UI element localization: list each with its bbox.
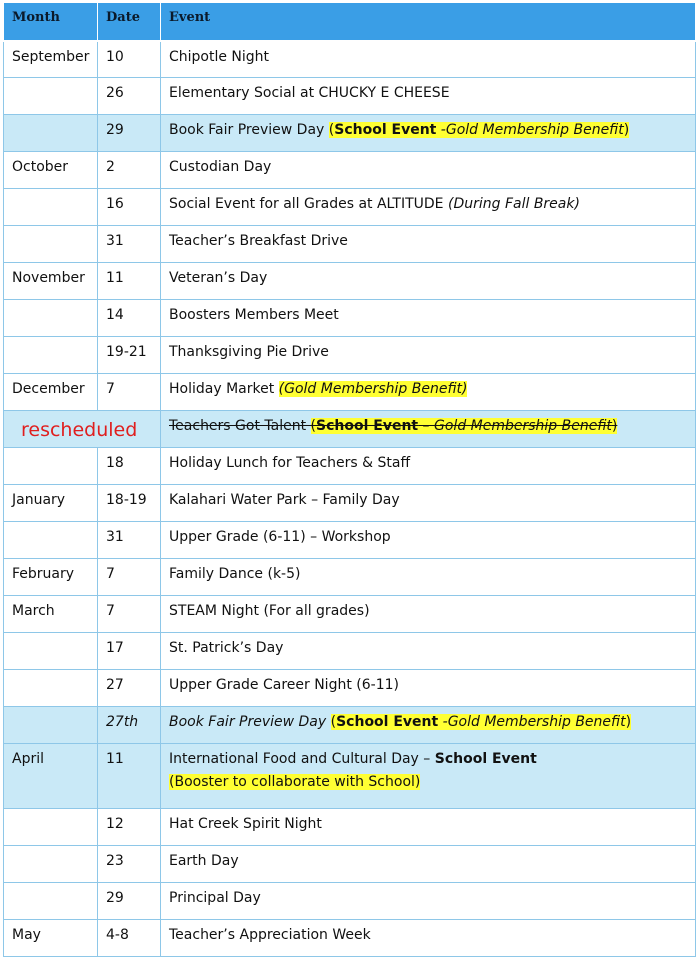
month-cell xyxy=(4,78,98,115)
table-row xyxy=(4,559,696,596)
date-cell: 12 xyxy=(98,809,161,846)
month-cell xyxy=(4,189,98,226)
date-cell: 16 xyxy=(98,189,161,226)
event-cell: St. Patrick’s Day xyxy=(161,633,696,670)
event-cell xyxy=(161,744,696,809)
event-text: Teachers Got Talent xyxy=(169,418,311,434)
table-row xyxy=(4,115,696,152)
month-cell: January xyxy=(4,485,98,522)
table-row xyxy=(4,41,696,78)
date-column-header: Date xyxy=(98,3,161,41)
event-cell xyxy=(161,411,696,448)
month-cell: May xyxy=(4,920,98,957)
date-cell: 18-19 xyxy=(98,485,161,522)
event-text: Book Fair Preview Day xyxy=(169,122,329,138)
month-cell: March xyxy=(4,596,98,633)
date-cell: 27 xyxy=(98,670,161,707)
event-cell: Kalahari Water Park – Family Day xyxy=(161,485,696,522)
date-cell: 19-21 xyxy=(98,337,161,374)
event-cell: Chipotle Night xyxy=(161,41,696,78)
event-cell xyxy=(161,189,696,226)
event-column-header: Event xyxy=(161,3,696,41)
table-row xyxy=(4,152,696,189)
event-cell: Holiday Lunch for Teachers & Staff xyxy=(161,448,696,485)
date-cell: 26 xyxy=(98,78,161,115)
table-row xyxy=(4,809,696,846)
table-row xyxy=(4,633,696,670)
event-cell: Elementary Social at CHUCKY E CHEESE xyxy=(161,78,696,115)
month-cell xyxy=(4,846,98,883)
event-text: Holiday Market xyxy=(169,381,279,397)
date-cell: 31 xyxy=(98,522,161,559)
date-cell: 2 xyxy=(98,152,161,189)
rescheduled-cell xyxy=(4,411,161,448)
highlighted-note: (School Event – Gold Membership Benefit) xyxy=(310,418,618,434)
month-cell: September xyxy=(4,41,98,78)
event-cell: Custodian Day xyxy=(161,152,696,189)
month-cell xyxy=(4,522,98,559)
date-cell: 11 xyxy=(98,263,161,300)
highlighted-note: (Gold Membership Benefit) xyxy=(278,381,468,397)
event-cell: Earth Day xyxy=(161,846,696,883)
date-cell: 10 xyxy=(98,41,161,78)
events-calendar-table xyxy=(3,2,696,957)
month-cell xyxy=(4,883,98,920)
date-cell: 27th xyxy=(98,707,161,744)
event-cell: Upper Grade (6-11) – Workshop xyxy=(161,522,696,559)
date-cell: 31 xyxy=(98,226,161,263)
table-row xyxy=(4,411,696,448)
month-cell: April xyxy=(4,744,98,809)
event-cell: Thanksgiving Pie Drive xyxy=(161,337,696,374)
date-cell: 23 xyxy=(98,846,161,883)
table-row xyxy=(4,670,696,707)
event-cell: Teacher’s Appreciation Week xyxy=(161,920,696,957)
table-row xyxy=(4,846,696,883)
month-cell: December xyxy=(4,374,98,411)
event-cell: Upper Grade Career Night (6-11) xyxy=(161,670,696,707)
header-row xyxy=(4,3,696,41)
event-cell: STEAM Night (For all grades) xyxy=(161,596,696,633)
month-cell xyxy=(4,226,98,263)
event-cell: Teacher’s Breakfast Drive xyxy=(161,226,696,263)
date-cell: 17 xyxy=(98,633,161,670)
table-row xyxy=(4,522,696,559)
event-text: Social Event for all Grades at ALTITUDE xyxy=(169,196,448,212)
month-cell xyxy=(4,670,98,707)
event-text: International Food and Cultural Day – xyxy=(169,751,435,767)
month-cell xyxy=(4,115,98,152)
table-row xyxy=(4,300,696,337)
table-row xyxy=(4,448,696,485)
date-cell: 18 xyxy=(98,448,161,485)
month-cell xyxy=(4,337,98,374)
date-cell: 7 xyxy=(98,374,161,411)
event-cell: Hat Creek Spirit Night xyxy=(161,809,696,846)
month-cell: November xyxy=(4,263,98,300)
event-text: Book Fair Preview Day xyxy=(169,714,331,730)
event-cell: Boosters Members Meet xyxy=(161,300,696,337)
table-row xyxy=(4,707,696,744)
event-tag: School Event xyxy=(434,751,537,767)
table-row xyxy=(4,883,696,920)
table-row xyxy=(4,78,696,115)
event-cell: Principal Day xyxy=(161,883,696,920)
month-cell: October xyxy=(4,152,98,189)
event-cell xyxy=(161,707,696,744)
table-row xyxy=(4,337,696,374)
table-row xyxy=(4,189,696,226)
month-cell xyxy=(4,707,98,744)
date-cell: 29 xyxy=(98,115,161,152)
month-cell xyxy=(4,633,98,670)
date-cell: 7 xyxy=(98,559,161,596)
table-row xyxy=(4,485,696,522)
table-row xyxy=(4,374,696,411)
table-row xyxy=(4,744,696,809)
event-cell: Family Dance (k-5) xyxy=(161,559,696,596)
rescheduled-label: rescheduled xyxy=(21,419,138,441)
date-cell: 14 xyxy=(98,300,161,337)
month-column-header: Month xyxy=(4,3,98,41)
month-cell xyxy=(4,448,98,485)
event-note: (During Fall Break) xyxy=(447,196,580,212)
table-row xyxy=(4,226,696,263)
table-row xyxy=(4,596,696,633)
table-row xyxy=(4,920,696,957)
month-cell xyxy=(4,300,98,337)
event-cell: Veteran’s Day xyxy=(161,263,696,300)
month-cell xyxy=(4,809,98,846)
date-cell: 7 xyxy=(98,596,161,633)
highlighted-note: (School Event -Gold Membership Benefit) xyxy=(328,122,630,138)
date-cell: 4-8 xyxy=(98,920,161,957)
date-cell: 11 xyxy=(98,744,161,809)
date-cell: 29 xyxy=(98,883,161,920)
event-cell xyxy=(161,115,696,152)
month-cell: February xyxy=(4,559,98,596)
table-row xyxy=(4,263,696,300)
event-cell xyxy=(161,374,696,411)
highlighted-note: (School Event -Gold Membership Benefit) xyxy=(330,714,632,730)
highlighted-note: (Booster to collaborate with School) xyxy=(169,774,421,790)
